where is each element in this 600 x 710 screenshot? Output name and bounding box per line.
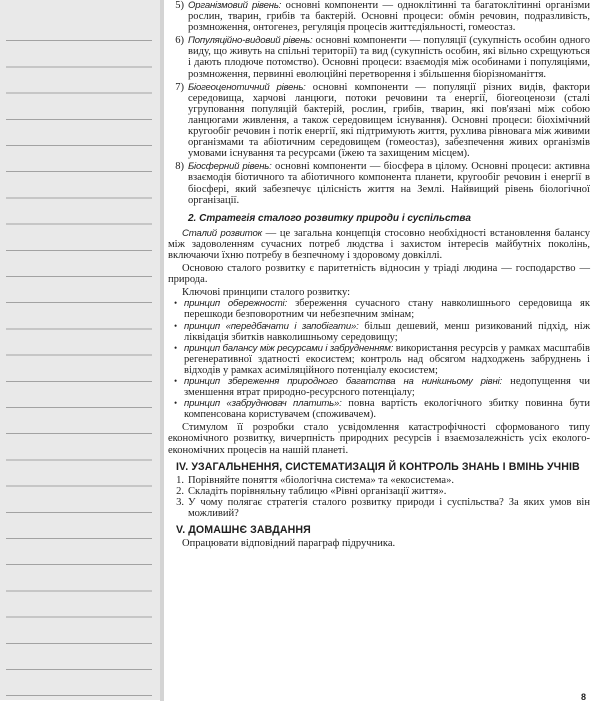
principle-label: принцип «забруднювач платить»:: [184, 398, 342, 410]
bullet-icon: •: [174, 298, 178, 309]
basis-paragraph: Основою сталого розвитку є паритетність відносин у тріаді людина — господарство — природа.: [168, 263, 590, 286]
principle-item: • принцип збереження природного багатства на нинішньому рівні: недопущення чи зменшення втрат природно-ресурсного потенціалу;: [174, 376, 590, 399]
principle-label: принцип балансу між ресурсами і забрудненням:: [184, 342, 394, 354]
level-label: Організмовий рівень:: [188, 0, 282, 11]
level-item: 8) Біосферний рівень: основні компоненти — біосфера в цілому. Основні процеси: активна взаємодія біотичного та абіотичного компонента планети, кругообіг речовин і енергії в біосфері, який забезпечує цілісність життя на Землі. Найвищий рівень біологічної організації.: [175, 161, 590, 206]
principle-item: • принцип «забруднювач платить»: повна вартість екологічного збитку повинна бути компенсована користувачем (споживачем).: [174, 398, 590, 421]
principle-label: принцип обережності:: [184, 298, 287, 310]
bullet-icon: •: [174, 398, 178, 409]
principle-label: принцип збереження природного багатства на нинішньому рівні:: [184, 376, 502, 387]
level-label: Біосферний рівень:: [188, 161, 272, 173]
section-heading-iv: IV. УЗАГАЛЬНЕННЯ, СИСТЕМАТИЗАЦІЯ Й КОНТРОЛЬ ЗНАНЬ І ВМІНЬ УЧНІВ: [176, 460, 580, 473]
subheading: 2. Стратегія сталого розвитку природи і суспільства: [188, 212, 471, 224]
level-item: 5) Організмовий рівень: основні компоненти — одноклітинні та багатоклітинні організми рослин, тварин, грибів та бактерій. Основні процеси: обмін речовин, подразливість, розмноження, онтогенез, регуляція процесів життєдіяльності, гомеостаз.: [175, 0, 590, 34]
section-heading-v: V. ДОМАШНЄ ЗАВДАННЯ: [176, 524, 311, 537]
stimulus-paragraph: Стимулом її розробки стало усвідомлення катастрофічності сформованого типу економічного розвитку, вичерпність природних ресурсів і взаємозалежність усіх еколого-економічних процесів на нашій планеті.: [168, 422, 590, 456]
definition-paragraph: Сталий розвиток — це загальна концепція стосовно необхідності встановлення балансу між задоволенням сучасних потреб людства і захистом інтересів майбутніх поколінь, включаючи їхню потребу в безпечному і здоровому довкіллі.: [168, 227, 590, 261]
task-item: 3. У чому полягає стратегія сталого розвитку природи і суспільства? За яких умов він можливий?: [176, 496, 590, 520]
principle-item: • принцип «передбачати і запобігати»: більш дешевий, менш ризикований підхід, ніж ліквідація збитків навколишньому середовищу;: [174, 320, 590, 343]
bullet-icon: •: [174, 320, 178, 331]
page-content: [168, 0, 590, 700]
level-text: основні компоненти — одноклітинні та багатоклітинні організми рослин, тварин, грибів та бактерій. Основні процеси: обмін речовин, подразливість, розмноження, онтогенез, регуляція процесів життєдіяльності, гомеостаз.: [188, 0, 590, 34]
level-label: Популяційно-видовий рівень:: [188, 35, 313, 47]
level-text: основні компоненти — популяції (сукупність особин одного виду, що живуть на спільні території) та вид (сукупність особин, які вільно схрещуються і дають плодюче потомство). Основні процеси: взаємодія між особинами і популяціями, розмноження, первинні еволюційні перетворення і збільшення біорізноманіття.: [188, 35, 590, 80]
level-item: 7) Біогеоценотичний рівень: основні компоненти — популяції різних видів, фактори середовища, харчові ланцюги, потоки речовини та енергії, біогеоценози (сталі угруповання популяцій бактерій, рослин, грибів, тварин, які пов'язані між собою ланцюгами живлення, а також середовищем існування). Основні процеси: біохімічний кругообіг речовин і потік енергії, які підтримують життя, рухлива рівновага між живими організмами та абіотичним середовищем (гомеостаз), забезпечення живих організмів умовами існування та ресурсами (їжею та захищеним місцем).: [175, 81, 591, 160]
bullet-icon: •: [174, 376, 178, 386]
bullet-icon: •: [174, 342, 178, 353]
level-text: основні компоненти — популяції різних видів, фактори середовища, харчові ланцюги, потоки речовини та енергії, біогеоценози (сталі угруповання популяцій бактерій, рослин, грибів, тварин, які пов'язані між собою ланцюгами живлення, а також середовищем існування). Основні процеси: біохімічний кругообіг речовин і потік енергії, які підтримують життя, рухлива рівновага між живими організмами та абіотичним середовищем (гомеостаз), забезпечення живих організмів умовами існування та ресурсами (їжею та захищеним місцем).: [188, 81, 591, 160]
task-item: 1. Порівняйте поняття «біологічна система» та «екосистема».: [176, 474, 454, 486]
homework-text: Опрацювати відповідний параграф підручника.: [182, 538, 396, 550]
level-label: Біогеоценотичний рівень:: [188, 81, 306, 93]
definition-term: Сталий розвиток: [182, 227, 262, 239]
principle-label: принцип «передбачати і запобігати»:: [184, 320, 359, 332]
note-lines: [6, 0, 152, 700]
page-divider: [160, 0, 164, 710]
page-number: 8: [580, 692, 586, 702]
principle-item: • принцип балансу між ресурсами і забрудненням: використання ресурсів у рамках масштабів регенеративної здатності екосистем; контроль над обсягом надходжень забруднень і відходів у рамках асиміляційного потенціалу екосистем;: [174, 342, 591, 376]
principle-item: • принцип обережності: збереження сучасного стану навколишнього середовища як перешкоди безповоротним чи небезпечним змінам;: [174, 298, 590, 321]
page-bottom: [0, 701, 600, 710]
level-item: 6) Популяційно-видовий рівень: основні компоненти — популяції (сукупність особин одного виду, що живуть на спільні території) та вид (сукупність особин, які вільно схрещуються і дають плодюче потомство). Основні процеси: взаємодія між особинами і популяціями, розмноження, первинні еволюційні перетворення і збільшення біорізноманіття.: [175, 35, 590, 80]
level-text: основні компоненти — біосфера в цілому. Основні процеси: активна взаємодія біотичного та абіотичного компонента планети, кругообіг речовин і енергії в біосфері, який забезпечує цілісність життя на Землі. Найвищий рівень біологічної організації.: [188, 161, 590, 206]
task-item: 2. Складіть порівняльну таблицю «Рівні організації життя».: [176, 485, 447, 497]
principles-intro: Ключові принципи сталого розвитку:: [182, 287, 351, 299]
